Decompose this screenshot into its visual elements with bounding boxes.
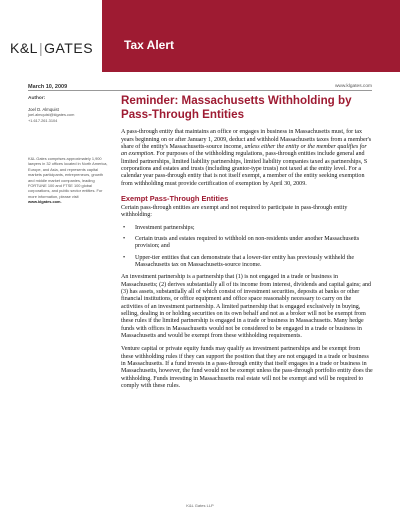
logo-right: GATES xyxy=(44,40,94,56)
intro-text-start: A pass-through entity that maintains an office or engages in business in Massachusetts must, for tax years beginning on or after January 1, 2009, deduct and withhold Massachusetts taxes from a member's share of the entity's Massachusetts-source income, xyxy=(121,129,372,150)
list-item xyxy=(121,255,373,270)
author-sidebar xyxy=(28,96,110,123)
author-phone: +1.617.261.3104 xyxy=(28,117,58,123)
list-item-text: Investment partnerships; xyxy=(135,224,195,231)
bullet-icon: • xyxy=(123,235,126,242)
article-title: Reminder: Massachusetts Withholding by Pass-Through Entities xyxy=(121,94,352,121)
investment-partnership-paragraph: An investment partnership is a partnership that (1) is not engaged in a trade or business in Massachusetts; (2) derives substantially all of its income from interest, dividends and capital gains; and (3) has assets, substantially all of which consist of investment securities, deposits at banks or other financial institutions, or office equipment and office space reasonably necessary to carry on the activities of an investment partnership. A limited partnership that is engaged exclusively in buying, selling, dealing in or holding securities on its own behalf and not as a broker will not be exempt from these rules if the limited partnership is engaged in a trade or business in Massachusetts. Many hedge funds with offices in Massachusetts would not be considered to be engaged in a trade or business in Massachusetts and would be exempt from these withholding requirements. xyxy=(121,274,372,340)
bullet-icon: • xyxy=(123,254,126,261)
logo-left: K&L xyxy=(10,40,38,56)
publication-title: Tax Alert xyxy=(124,38,175,52)
section-heading: Exempt Pass-Through Entities xyxy=(121,193,229,203)
article xyxy=(121,94,373,391)
intro-text-end: For purposes of the withholding regulations, pass-through entities include general and limited partnerships, limited liability partnerships, limited liability companies taxed as partnerships, S corporations and estates and trusts (including grantor-type trusts) not taxed at the entity level. For a calendar year pass-through entity that is not itself exempt, a member of the entity seeking exemption from withholding must provide certification of exemption by April 30, 2009. xyxy=(121,151,368,187)
intro-text-emphasis: unless either the entity or the member qualifies for an exemption. xyxy=(121,143,367,158)
bullet-icon: • xyxy=(123,224,126,231)
footer-firm-name: K&L Gates LLP xyxy=(186,503,214,508)
logo-separator: | xyxy=(38,40,44,56)
firm-website-link[interactable]: www.klgates.com. xyxy=(28,199,62,205)
firm-logo xyxy=(10,40,93,56)
header-divider xyxy=(28,90,372,91)
website-link[interactable]: www.klgates.com xyxy=(334,84,372,89)
exemption-list xyxy=(121,225,373,270)
list-item xyxy=(121,225,373,232)
publication-date: March 10, 2009 xyxy=(28,84,68,90)
header-banner xyxy=(102,0,400,72)
author-name: Joel D. Almquist xyxy=(28,107,59,112)
list-item xyxy=(121,236,373,251)
venture-capital-paragraph: Venture capital or private equity funds may qualify as investment partnerships and be exempt from these withholding rules if they can support the position that they are not engaged in a trade or business in Massachusetts. If a fund invests in a pass-through entity that itself engages in a trade or business in Massachusetts, however, the fund would not be exempt unless the pass-through portfolio entity does the withholding. Funds investing in Massachusetts real estate will not be exempt and will be required to comply with these rules. xyxy=(121,346,373,390)
exempt-intro-paragraph: Certain pass-through entities are exempt and not required to participate in pass-through entity withholding: xyxy=(121,204,348,219)
intro-paragraph xyxy=(121,129,373,188)
header-logo-area xyxy=(0,0,102,72)
list-item-text: Certain trusts and estates required to withhold on non-residents under another Massachusetts provision; and xyxy=(135,235,360,250)
firm-description xyxy=(28,156,110,205)
author-email[interactable]: joel.almquist@klgates.com xyxy=(28,112,75,117)
author-label: Author: xyxy=(28,96,46,101)
firm-description-text: K&L Gates comprises approximately 1,900 lawyers in 32 offices located in North America, Europe, and Asia, and represents capital markets participants, entrepreneurs, growth and middle market companies, leading FORTUNE 100 and FTSE 100 global corporations, and public sector entities. For more information, please visit xyxy=(28,156,108,199)
page-footer xyxy=(0,503,400,508)
list-item-text: Upper-tier entities that can demonstrate that a lower-tier entity has previously withheld the Massachusetts tax on Massachusetts-source income. xyxy=(135,254,355,268)
